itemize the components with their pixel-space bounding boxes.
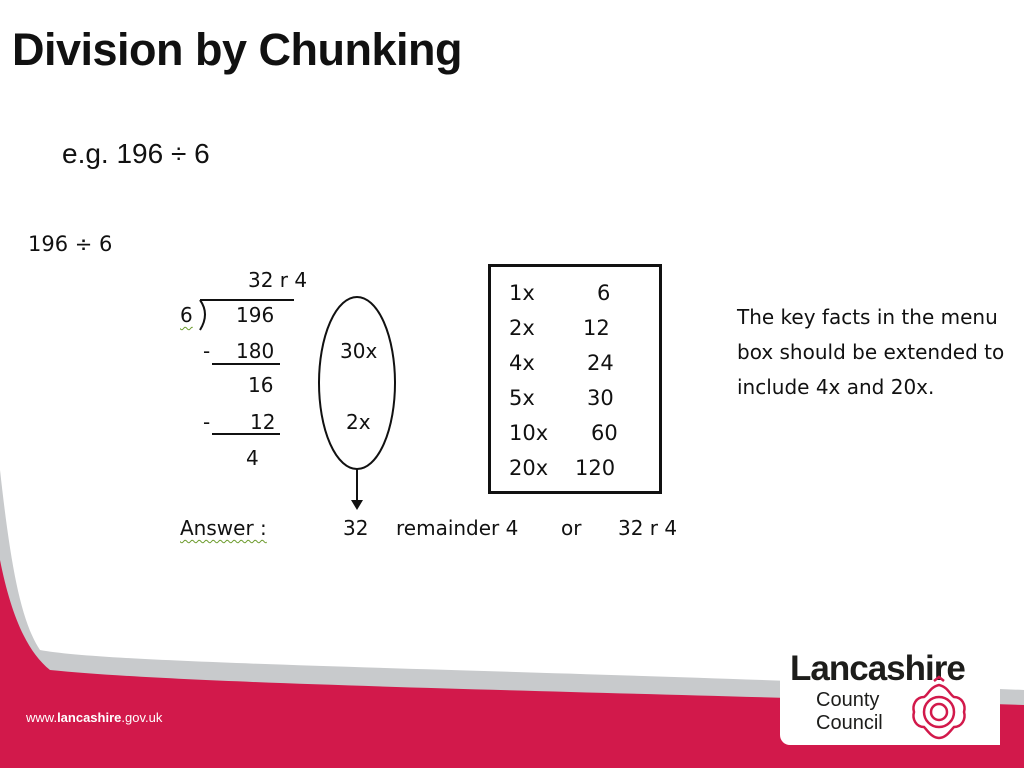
fact-row [491, 386, 659, 421]
dividend: 196 [236, 303, 275, 327]
fact-row [491, 351, 659, 386]
footer-url-suffix: .gov.uk [121, 710, 163, 725]
menu-box [488, 264, 662, 494]
divisor: 6 [180, 303, 193, 327]
fact-value: 30 [587, 386, 614, 410]
footer-url[interactable] [26, 710, 162, 725]
fact-multiplier: 5x [509, 386, 535, 410]
fact-value: 120 [575, 456, 616, 480]
example-heading: 196 ÷ 6 [28, 232, 113, 256]
chunk-2x: 2x [346, 410, 371, 434]
example-subtitle: e.g. 196 ÷ 6 [62, 138, 210, 169]
remainder-16: 16 [248, 373, 274, 397]
subtract-180: 180 [236, 339, 275, 363]
fact-multiplier: 1x [509, 281, 535, 305]
answer-short: 32 r 4 [618, 516, 678, 540]
underline-2 [212, 432, 282, 436]
fact-row [491, 421, 659, 456]
council-logo [780, 645, 1000, 745]
answer-label: Answer : [180, 516, 267, 540]
slide-title: Division by Chunking [12, 24, 463, 75]
fact-multiplier: 4x [509, 351, 535, 375]
chunk-30x: 30x [340, 339, 378, 363]
fact-multiplier: 2x [509, 316, 535, 340]
fact-value: 12 [583, 316, 610, 340]
logo-name: Lancashire [790, 649, 965, 688]
underline-1 [212, 362, 282, 366]
final-remainder: 4 [246, 446, 259, 470]
footer-url-prefix: www. [26, 710, 58, 725]
fact-value: 60 [591, 421, 618, 445]
fact-multiplier: 10x [509, 421, 549, 445]
red-rose-icon [904, 675, 974, 745]
fact-row [491, 456, 659, 491]
footer-url-bold: lancashire [57, 710, 122, 725]
fact-value: 24 [587, 351, 614, 375]
fact-multiplier: 20x [509, 456, 549, 480]
subtract-12: 12 [250, 410, 276, 434]
answer-value: 32 [343, 516, 369, 540]
fact-row [491, 281, 659, 316]
answer-remainder-text: remainder 4 [396, 516, 519, 540]
fact-row [491, 316, 659, 351]
logo-line-county: County [816, 689, 880, 711]
key-facts-note: The key facts in the menu box should be extended to include 4x and 20x. [737, 305, 1005, 399]
answer-or: or [561, 516, 582, 540]
minus-sign-2: - [203, 410, 211, 434]
logo-line-council: Council [816, 712, 883, 734]
fact-value: 6 [597, 281, 611, 305]
minus-sign-1: - [203, 339, 211, 363]
chunks-ellipse-arrow [314, 296, 404, 516]
quotient: 32 r 4 [248, 268, 308, 292]
